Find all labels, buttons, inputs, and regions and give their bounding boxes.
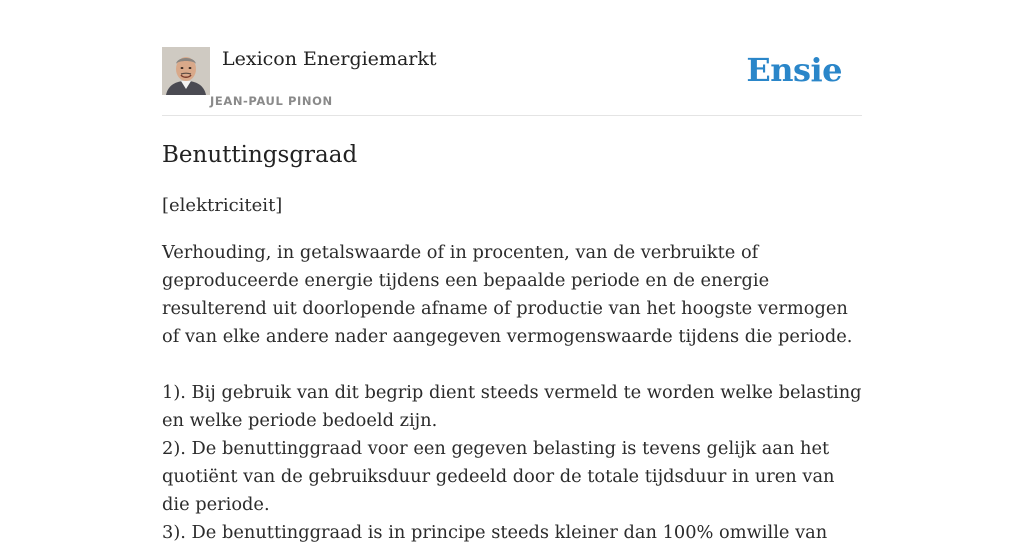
entry-definition: Verhouding, in getalswaarde of in procenten, van de verbruikte of geproduceerde energie tijdens een bepaalde periode en de energie resulterend uit doorlopende afname of productie van het hoogste vermogen of van elke andere nader aangegeven vermogenswaarde tijdens die periode. [162,242,853,347]
entry-body [162,239,862,547]
paragraph-spacer [162,351,862,379]
page [162,0,862,543]
author-avatar[interactable] [162,47,210,95]
entry-note-3: 3). De benuttinggraad is in principe steeds kleiner dan 100% omwille van [162,522,828,543]
entry-category: [elektriciteit] [162,195,283,216]
avatar-portrait-icon [162,47,210,95]
entry-note-2: 2). De benuttinggraad voor een gegeven belasting is tevens gelijk aan het quotiënt van de gebruiksduur gedeeld door de totale tijdsduur in uren van die periode. [162,438,835,515]
site-title[interactable]: Lexicon Energiemarkt [222,48,437,70]
author-name[interactable]: JEAN-PAUL PINON [210,94,333,108]
entry-title: Benuttingsgraad [162,142,358,168]
brand-logo[interactable]: Ensie [746,51,842,89]
entry-note-1: 1). Bij gebruik van dit begrip dient steeds vermeld te worden welke belasting en welke periode bedoeld zijn. [162,382,862,431]
site-header [162,0,862,116]
